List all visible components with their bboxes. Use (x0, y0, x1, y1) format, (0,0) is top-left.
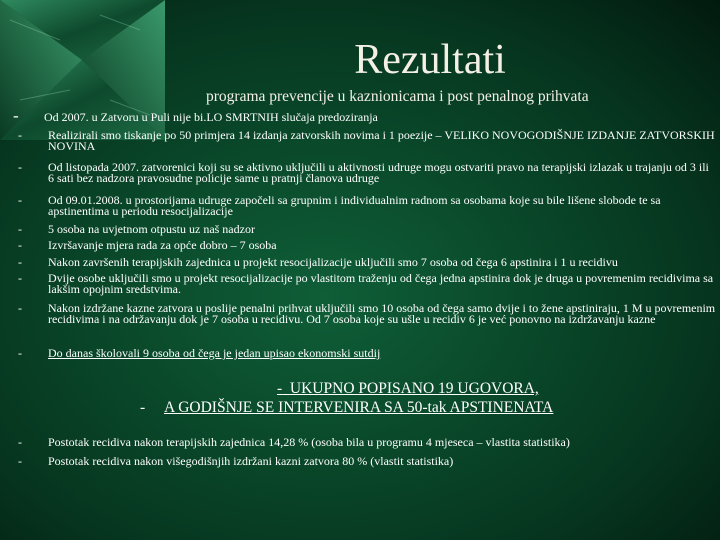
bullet-dash: - (18, 454, 22, 468)
list-item-text: Od listopada 2007. zatvorenici koji su se aktivno uključili u aktivnosti udruge mogu ostvariti pravo na terapijski izlazak u trajanju od 3 ili 6 sati bez nadzora pravosudne policije same u pratnji članova udruge (48, 160, 709, 185)
slide-subtitle: programa prevencije u kaznionicama i post penalnog prihvata (206, 88, 589, 105)
list-item-text: Od 09.01.2008. u prostorijama udruge započeli sa grupnim i individualnim radnom sa osobama koje su bile lišene slobode te sa apstinentima u periodu resocijalizacije (48, 193, 661, 218)
list-item-text: Nakon izdržane kazne zatvora u poslije penalni prihvat uključili smo 10 osoba od čega samo dvije i to žene apstiniraju, 1 M u povremenim recidivima i na održavanju dok je 7 osoba u recidivu. Od 7 osoba koje su ušle u recidiv 6 je već ponovno na izdržavanju kazne (48, 301, 716, 326)
summary-line-contracts (277, 379, 539, 398)
bullet-dash: - (18, 301, 22, 315)
bullet-dash: - (18, 193, 22, 207)
bullet-dash: - (18, 222, 22, 236)
stat-item-text: Postotak recidiva nakon višegodišnjih izdržani kazni zatvora 80 % (vlastit statistika) (48, 454, 454, 468)
stat-item-text: Postotak recidiva nakon terapijskih zajednica 14,28 % (osoba bila u programu 4 mjeseca – vlastita statistika) (48, 435, 570, 449)
list-item-text: 5 osoba na uvjetnom otpustu uz naš nadzor (48, 222, 255, 236)
summary-line-contracts-text: UKUPNO POPISANO 19 UGOVORA, (289, 380, 539, 397)
bullet-dash: - (18, 271, 22, 285)
bullet-dash: - (13, 106, 19, 125)
bullet-dash: - (18, 238, 22, 252)
slide-title: Rezultati (354, 37, 506, 83)
list-item-text: Nakon završenih terapijskih zajednica u projekt resocijalizacije uključili smo 7 osoba od čega 6 apstinira i 1 u recidivu (48, 255, 618, 269)
summary-dash: - (140, 399, 146, 416)
summary-line-abstinents: A GODIŠNJE SE INTERVENIRA SA 50-tak APSTINENATA (164, 399, 554, 416)
list-item-text: Do danas školovali 9 osoba od čega je jedan upisao ekonomski sutdij (48, 346, 381, 360)
bullet-dash: - (18, 255, 22, 269)
bullet-dash: - (18, 128, 22, 142)
bullet-dash: - (18, 160, 22, 174)
summary-dash: - (277, 380, 283, 397)
list-item-text: Realizirali smo tiskanje po 50 primjera 14 izdanja zatvorskih novima i 1 poezije – VELIKO NOVOGODIŠNJE IZDANJE ZATVORSKIH NOVINA (48, 128, 715, 153)
list-item-text: Od 2007. u Zatvoru u Puli nije bi.LO SMRTNIH slučaja predoziranja (44, 110, 378, 124)
bullet-dash: - (18, 435, 22, 449)
list-item-text: Izvršavanje mjera rada za opće dobro – 7 osoba (48, 238, 277, 252)
bullet-dash: - (18, 346, 22, 360)
list-item-text: Dvije osobe uključili smo u projekt resocijalizacije po vlastitom traženju od čega jedna apstinira dok je druga u povremenim recidivima sa lakšim opojnim sredstvima. (48, 271, 714, 296)
